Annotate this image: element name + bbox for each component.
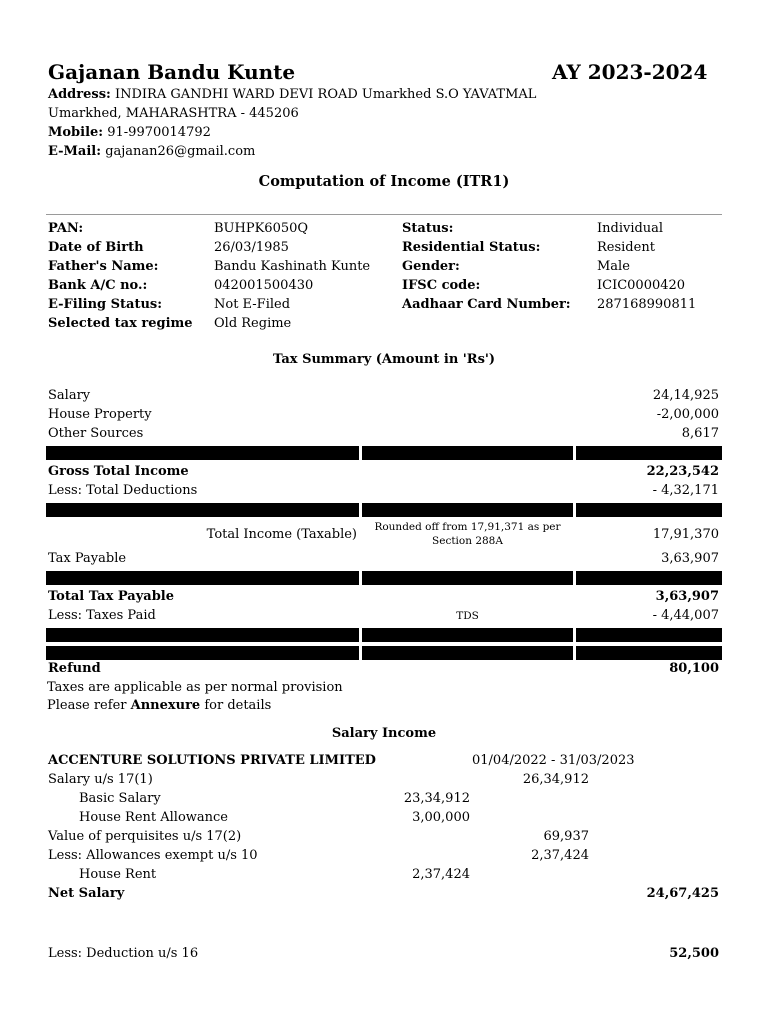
separator-bar bbox=[46, 646, 359, 660]
basic-salary-label: Basic Salary bbox=[79, 791, 161, 806]
residential-status-value: Resident bbox=[597, 240, 655, 255]
gender-label: Gender: bbox=[402, 259, 460, 274]
aadhaar-label: Aadhaar Card Number: bbox=[402, 297, 571, 312]
house-rent-amount: 2,37,424 bbox=[412, 867, 470, 882]
mobile-line bbox=[48, 125, 211, 140]
house-property-label: House Property bbox=[48, 407, 152, 422]
tax-summary-title: Tax Summary (Amount in 'Rs') bbox=[272, 352, 496, 367]
separator-bar bbox=[362, 571, 573, 585]
separator-bar bbox=[576, 571, 722, 585]
annexure-note bbox=[47, 698, 271, 713]
total-tax-payable-label: Total Tax Payable bbox=[48, 589, 175, 604]
rounding-note bbox=[362, 520, 573, 548]
deduction-16-amount: 52,500 bbox=[669, 946, 719, 961]
separator-bar bbox=[362, 646, 573, 660]
efiling-status-value: Not E-Filed bbox=[214, 297, 291, 312]
address-label: Address: bbox=[48, 87, 111, 102]
annexure-note-suffix: for details bbox=[200, 698, 272, 713]
separator-bar bbox=[46, 503, 359, 517]
exempt-allowances-label: Less: Allowances exempt u/s 10 bbox=[48, 848, 258, 863]
ifsc-label: IFSC code: bbox=[402, 278, 481, 293]
total-deductions-label: Less: Total Deductions bbox=[48, 483, 198, 498]
pan-label: PAN: bbox=[48, 221, 84, 236]
efiling-status-label: E-Filing Status: bbox=[48, 297, 163, 312]
separator-bar bbox=[362, 446, 573, 460]
employer-name: ACCENTURE SOLUTIONS PRIVATE LIMITED bbox=[48, 753, 376, 768]
pan-value: BUHPK6050Q bbox=[214, 221, 309, 236]
salary-17-1-label: Salary u/s 17(1) bbox=[48, 772, 153, 787]
email-label: E-Mail: bbox=[48, 144, 102, 159]
email-value: gajanan26@gmail.com bbox=[105, 144, 256, 159]
salary-label: Salary bbox=[48, 388, 91, 403]
salary-amount: 24,14,925 bbox=[652, 388, 719, 403]
taxes-paid-amount: - 4,44,007 bbox=[652, 608, 719, 623]
perquisites-label: Value of perquisites u/s 17(2) bbox=[48, 829, 242, 844]
salary-period: 01/04/2022 - 31/03/2023 bbox=[472, 753, 635, 768]
exempt-allowances-amount: 2,37,424 bbox=[531, 848, 589, 863]
document-title: Computation of Income (ITR1) bbox=[258, 173, 510, 190]
net-salary-label: Net Salary bbox=[48, 886, 125, 901]
dob-label: Date of Birth bbox=[48, 240, 144, 255]
rounding-note-line-1: Rounded off from 17,91,371 as per bbox=[374, 521, 561, 533]
ifsc-value: ICIC0000420 bbox=[597, 278, 686, 293]
annexure-note-prefix: Please refer bbox=[47, 698, 131, 713]
separator-bar bbox=[576, 628, 722, 642]
gross-total-income-amount: 22,23,542 bbox=[646, 464, 719, 479]
other-sources-amount: 8,617 bbox=[681, 426, 719, 441]
total-income-amount: 17,91,370 bbox=[652, 527, 719, 542]
father-name-value: Bandu Kashinath Kunte bbox=[214, 259, 371, 274]
father-name-label: Father's Name: bbox=[48, 259, 159, 274]
perquisites-amount: 69,937 bbox=[543, 829, 589, 844]
taxpayer-name: Gajanan Bandu Kunte bbox=[48, 60, 296, 84]
status-label: Status: bbox=[402, 221, 454, 236]
address-line-2: Umarkhed, MAHARASHTRA - 445206 bbox=[48, 106, 299, 121]
rounding-note-line-2: Section 288A bbox=[432, 535, 503, 547]
dob-value: 26/03/1985 bbox=[214, 240, 289, 255]
separator-bar bbox=[46, 446, 359, 460]
refund-amount: 80,100 bbox=[669, 661, 719, 676]
total-tax-payable-amount: 3,63,907 bbox=[655, 589, 719, 604]
salary-17-1-amount: 26,34,912 bbox=[522, 772, 589, 787]
tax-payable-label: Tax Payable bbox=[48, 551, 127, 566]
gender-value: Male bbox=[597, 259, 630, 274]
aadhaar-value: 287168990811 bbox=[597, 297, 697, 312]
total-deductions-amount: - 4,32,171 bbox=[652, 483, 719, 498]
bank-account-label: Bank A/C no.: bbox=[48, 278, 148, 293]
taxes-note: Taxes are applicable as per normal provision bbox=[47, 680, 343, 695]
deduction-16-label: Less: Deduction u/s 16 bbox=[48, 946, 199, 961]
net-salary-amount: 24,67,425 bbox=[646, 886, 719, 901]
basic-salary-amount: 23,34,912 bbox=[403, 791, 470, 806]
bank-account-value: 042001500430 bbox=[214, 278, 314, 293]
tax-regime-label: Selected tax regime bbox=[48, 316, 193, 331]
separator-bar bbox=[362, 628, 573, 642]
total-income-label: Total Income (Taxable) bbox=[206, 527, 357, 542]
separator-bar bbox=[576, 446, 722, 460]
annexure-link: Annexure bbox=[130, 698, 201, 713]
taxes-paid-type: TDS bbox=[456, 610, 479, 622]
other-sources-label: Other Sources bbox=[48, 426, 144, 441]
house-rent-label: House Rent bbox=[79, 867, 157, 882]
separator-bar bbox=[46, 571, 359, 585]
tax-payable-amount: 3,63,907 bbox=[661, 551, 719, 566]
status-value: Individual bbox=[597, 221, 664, 236]
gross-total-income-label: Gross Total Income bbox=[48, 464, 189, 479]
mobile-label: Mobile: bbox=[48, 125, 104, 140]
address-value: INDIRA GANDHI WARD DEVI ROAD Umarkhed S.O YAVATMAL bbox=[114, 87, 537, 102]
email-line bbox=[48, 144, 255, 159]
tax-regime-value: Old Regime bbox=[214, 316, 292, 331]
mobile-value: 91-9970014792 bbox=[107, 125, 211, 140]
separator-bar bbox=[576, 646, 722, 660]
separator-bar bbox=[362, 503, 573, 517]
divider bbox=[46, 214, 722, 215]
house-property-amount: -2,00,000 bbox=[656, 407, 719, 422]
separator-bar bbox=[576, 503, 722, 517]
refund-label: Refund bbox=[48, 661, 101, 676]
separator-bar bbox=[46, 628, 359, 642]
hra-amount: 3,00,000 bbox=[412, 810, 470, 825]
salary-income-title: Salary Income bbox=[331, 726, 437, 741]
residential-status-label: Residential Status: bbox=[402, 240, 541, 255]
assessment-year: AY 2023-2024 bbox=[552, 60, 708, 84]
address-line-1 bbox=[48, 87, 536, 102]
hra-label: House Rent Allowance bbox=[79, 810, 228, 825]
taxes-paid-label: Less: Taxes Paid bbox=[48, 608, 156, 623]
